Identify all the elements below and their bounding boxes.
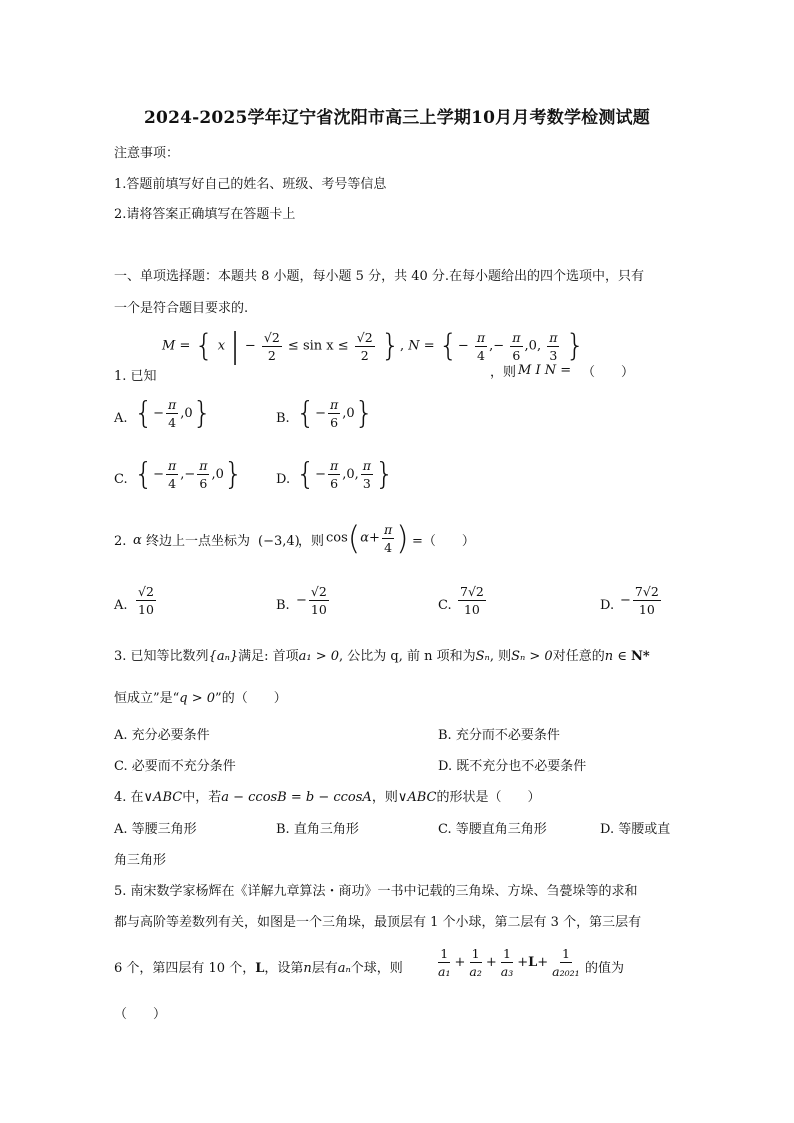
q1-number: 1. 已知 [114,369,157,384]
q2-option-c [456,584,488,617]
q1-a-pi: π [168,397,177,412]
q5-a2021: a₂₀₂₁ [552,964,580,979]
q1-c-four: 4 [168,476,177,491]
q1-b-pi: π [330,397,339,412]
q4-tri-2: ∨ABC [397,790,437,805]
q2-expression: cos(α+ $\frac{\pi}{4}$ ) [326,519,409,557]
q4-text-d: 的形状是（ ） [436,790,541,805]
q4-line [114,789,541,807]
q1-option-b: {− $\frac{\pi}{6}$ ,0} [296,396,374,431]
q2-option-d: − $\frac{7√2}{10}$ [620,584,659,617]
q1-option-d-label: D. [276,472,291,487]
q5-ellipsis-2: L [528,955,538,970]
q2-d-den: 10 [638,602,655,617]
q4-option-a: A. 等腰三角形 [114,822,197,837]
q1-two-b: 2 [360,347,369,363]
q1-sqrt2-a: √2 [263,329,280,345]
q2-option-b-label: B. [276,598,290,613]
notice-heading: 注意事项： [114,146,180,161]
q5-one-1: 1 [440,946,449,961]
q5-plus-1: + [454,955,466,970]
q3-line2 [114,690,287,708]
q1-two-a: 2 [267,347,276,363]
q1-a-zero: 0 [184,406,193,421]
q2-point: (−3,4) [258,534,300,549]
q5-one-4: 1 [561,946,570,961]
q3-an: {aₙ} [208,649,239,664]
q5-a2: a₂ [469,964,482,979]
q3-text-c: , 公比为 q, 前 n 项和为 [339,649,476,664]
q4-condition: a − ccosB = b − ccosA [221,790,372,805]
q5-text-e: 的值为 [585,961,625,976]
q2-c-den: 10 [463,602,480,617]
q2-alpha-2: α [360,530,370,546]
q4-option-b: B. 直角三角形 [276,822,359,837]
section-heading-line-2: 一个是符合题目要求的. [114,301,249,316]
q4-option-d-cont: 角三角形 [114,853,167,868]
q1-d-three: 3 [362,476,371,491]
q2-four: 4 [384,539,393,555]
q5-plus-2: + [485,955,497,970]
q5-line1: 5. 南宋数学家杨辉在《详解九章算法・商功》一书中记载的三角垛、方垛、刍甍垛等的求和 [114,884,638,899]
q1-sinx: ≤ sin x ≤ [287,338,349,354]
q2-text: 终边上一点坐标为 [146,534,251,549]
q4-option-d: D. 等腰或直 [600,822,671,837]
q1-option-b-label: B. [276,411,290,426]
q5-one-3: 1 [503,946,511,961]
q3-text-d: , 则 [489,649,512,664]
q5-plus-4: + [537,955,549,970]
q1-a-four: 4 [168,415,177,430]
q1-then: ，则 [490,365,517,380]
q5-answer-blank: （ ） [114,1007,167,1022]
q3-Sn-pos: Sₙ > 0 [511,649,553,664]
q2-d-num: 7√2 [634,584,659,599]
q1-c-pi-1: π [168,458,177,473]
q1-c-pi-2: π [199,458,208,473]
q5-ellipsis: L [255,961,265,976]
q1-c-six: 6 [199,476,208,491]
q1-set-operation: M I N = [518,363,572,378]
q3-Nstar: N* [630,649,650,664]
q3-option-a: A. 充分必要条件 [114,728,210,743]
q3-n-in: n ∈ [604,649,631,664]
q5-one-2: 1 [471,946,480,961]
q2-cos: cos [326,530,348,546]
q5-a1: a₁ [438,964,451,979]
q2-c-num: 7√2 [460,584,484,599]
q1-pi-1: π [476,329,486,345]
q3-option-c: C. 必要而不充分条件 [114,759,236,774]
q5-n: n [303,961,312,976]
q2-answer-blank: =（ ） [412,534,475,549]
q2-number: 2. [114,534,127,549]
q1-answer-blank: （ ） [582,365,635,380]
q2-option-b: − $\frac{√2}{10}$ [296,584,327,617]
q1-option-c-label: C. [114,472,128,487]
q1-M: M [162,338,176,354]
q5-an: aₙ [337,961,351,976]
q1-option-a: {− $\frac{\pi}{4}$ ,0} [134,396,212,431]
q1-c-zero: 0 [215,467,224,482]
q3-qpos: q > 0 [179,691,216,706]
q1-d-six: 6 [330,476,339,491]
q1-zero-1: 0 [528,338,537,354]
q4-text-a: 4. 在 [114,790,144,805]
q1-b-zero: 0 [346,406,355,421]
q5-line3 [114,960,403,978]
q3-a1: a₁ > 0 [298,649,340,664]
q4-text-c: ，则 [371,790,398,805]
q1-pi-3: π [549,329,558,345]
page-title: 2024-2025学年辽宁省沈阳市高三上学期10月月考数学检测试题 [144,108,650,128]
q5-text-b: ，设第 [264,961,304,976]
q3-Sn: Sₙ [475,649,490,664]
q2-option-c-label: C. [438,598,452,613]
q3-text-e: 对任意的 [552,649,605,664]
q1-sqrt2-b: √2 [356,329,373,345]
q1-x: x [217,338,226,354]
q1-pi-2: π [512,329,521,345]
section-heading-line-1: 一、单项选择题：本题共 8 小题，每小题 5 分，共 40 分.在每小题给出的四个选项中，只有 [114,269,645,284]
q1-option-c: {− $\frac{\pi}{4}$ ,− $\frac{\pi}{6}$ ,0} [134,457,243,492]
q1-option-a-label: A. [114,411,128,426]
q5-plus-3: + [517,955,529,970]
q1-d-pi-1: π [330,458,339,473]
notice-item-2: 2.请将答案正确填写在答题卡上 [114,207,296,222]
q2-b-num: √2 [310,584,327,599]
q5-text-a: 6 个，第四层有 10 个， [114,961,256,976]
q5-text-c: 层有 [311,961,338,976]
q3-text-b: 满足: 首项 [238,649,299,664]
q5-text-d: 个球，则 [350,961,403,976]
q3-text-f: 恒成立”是“ [114,691,180,706]
q4-text-b: 中，若 [182,790,222,805]
q5-sum-expression [434,946,584,979]
q2-a-num: √2 [138,584,154,599]
q2-pi: π [383,521,393,537]
q3-option-b: B. 充分而不必要条件 [438,728,560,743]
q1-N: N [408,338,420,354]
q1-d-pi-2: π [362,458,371,473]
q2-option-a-label: A. [114,598,128,613]
q3-text-g: ”的（ ） [215,691,287,706]
q3-option-d: D. 既不充分也不必要条件 [438,759,587,774]
q2-option-d-label: D. [600,598,615,613]
q3-text-a: 3. 已知等比数列 [114,649,209,664]
q3-line1 [114,648,650,666]
q1-d-zero: 0 [346,467,355,482]
q2-alpha: α [133,533,142,548]
notice-item-1: 1.答题前填写好自己的姓名、班级、考号等信息 [114,177,387,192]
q1-six-1: 6 [512,347,521,363]
q1-three-1: 3 [549,347,558,363]
q1-option-d: {− $\frac{\pi}{6}$ ,0, $\frac{\pi}{3}$ } [296,457,395,492]
q2-option-a [134,584,158,617]
q5-line2: 都与高阶等差数列有关，如图是一个三角垛，最顶层有 1 个小球，第二层有 3 个，第三层有 [114,915,642,930]
q1-set-definitions: M = { x | − $\frac{√2}{2}$ ≤ sin x ≤ $\frac{√2}{2}$ }, N = {− $\frac{\pi}{4}$ ,− $\frac{\pi}{6}$ ,0, $\frac{\pi}{3}$ } [162,326,585,366]
q4-option-c: C. 等腰直角三角形 [438,822,547,837]
q5-a3: a₃ [500,964,514,979]
q1-b-six: 6 [330,415,339,430]
q2-then: ，则 [298,534,325,549]
q4-tri-1: ∨ABC [143,790,183,805]
q2-b-den: 10 [310,602,327,617]
q2-a-den: 10 [138,602,154,617]
q1-four-1: 4 [477,347,485,363]
